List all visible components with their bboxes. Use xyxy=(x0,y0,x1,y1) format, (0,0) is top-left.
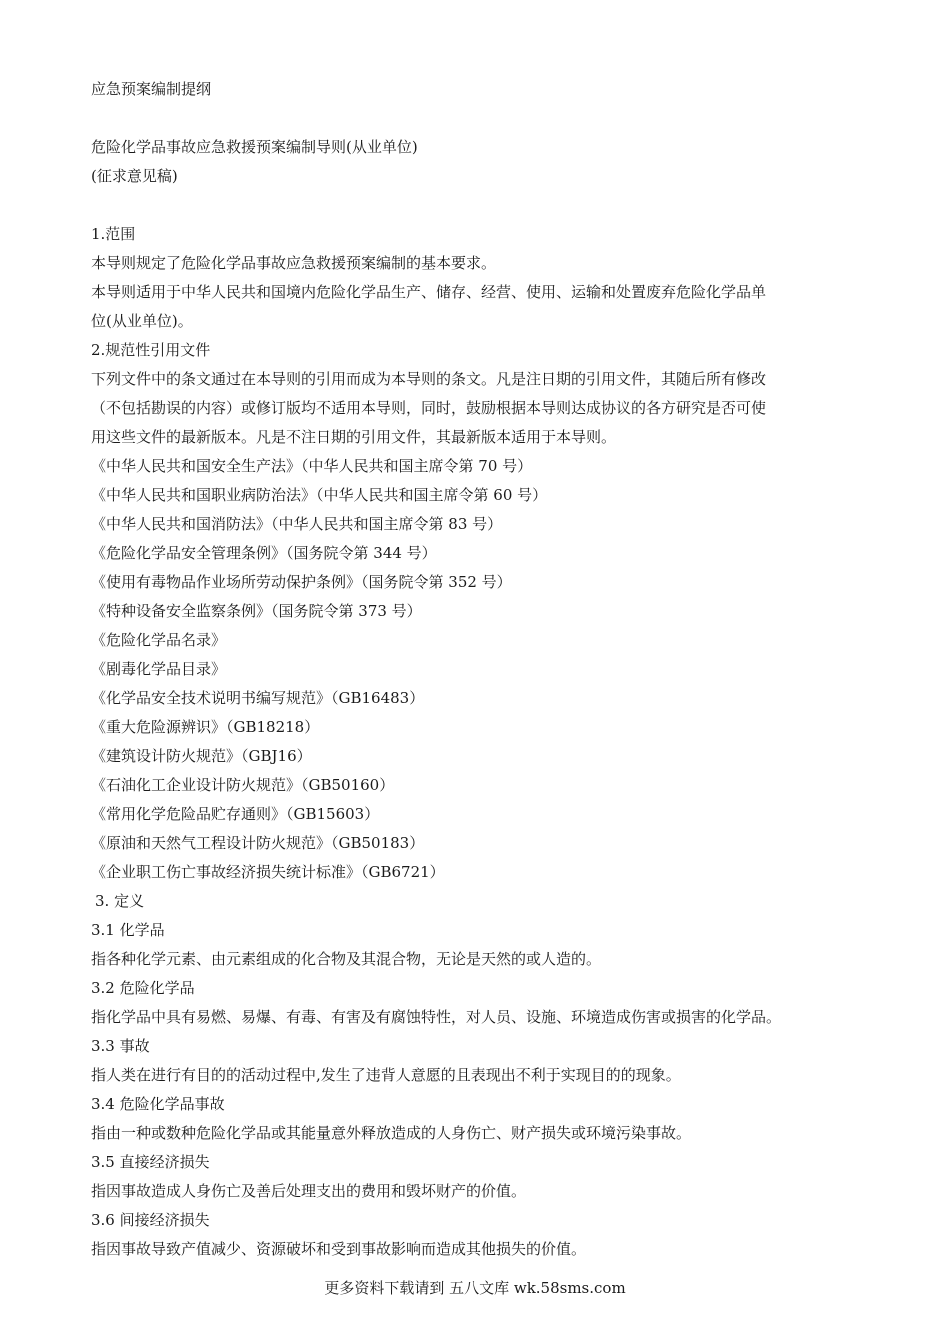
definition-term: 3.3 事故 xyxy=(91,1037,150,1055)
subtitle: (征求意见稿) xyxy=(91,167,178,185)
reference-item: 《剧毒化学品目录》 xyxy=(91,660,227,678)
reference-item: 《建筑设计防火规范》（GBJ16） xyxy=(91,747,312,765)
footer-watermark: 更多资料下载请到 五八文库 wk.58sms.com xyxy=(324,1279,626,1297)
definition-term: 3.6 间接经济损失 xyxy=(91,1211,210,1229)
reference-item: 《中华人民共和国安全生产法》（中华人民共和国主席令第 70 号） xyxy=(91,457,533,475)
definition-text: 指由一种或数种危险化学品或其能量意外释放造成的人身伤亡、财产损失或环境污染事故。 xyxy=(91,1124,692,1142)
reference-item: 《原油和天然气工程设计防火规范》（GB50183） xyxy=(91,834,425,852)
document-body xyxy=(91,75,861,1264)
section-2-paragraph: 下列文件中的条文通过在本导则的引用而成为本导则的条文。凡是注日期的引用文件，其随后所有修改 xyxy=(91,370,767,388)
definition-term: 3.1 化学品 xyxy=(91,921,165,939)
definition-term: 3.5 直接经济损失 xyxy=(91,1153,210,1171)
section-2-paragraph: （不包括勘误的内容）或修订版均不适用本导则，同时，鼓励根据本导则达成协议的各方研究是否可使 xyxy=(91,399,767,417)
definition-text: 指化学品中具有易燃、易爆、有毒、有害及有腐蚀特性，对人员、设施、环境造成伤害或损害的化学品。 xyxy=(91,1008,782,1026)
reference-item: 《化学品安全技术说明书编写规范》（GB16483） xyxy=(91,689,425,707)
reference-item: 《中华人民共和国消防法》（中华人民共和国主席令第 83 号） xyxy=(91,515,503,533)
section-1-paragraph: 位(从业单位)。 xyxy=(91,312,193,330)
definition-text: 指因事故造成人身伤亡及善后处理支出的费用和毁坏财产的价值。 xyxy=(91,1182,527,1200)
definition-term: 3.4 危险化学品事故 xyxy=(91,1095,225,1113)
section-2-paragraph: 用这些文件的最新版本。凡是不注日期的引用文件，其最新版本适用于本导则。 xyxy=(91,428,617,446)
section-1-heading: 1.范围 xyxy=(91,225,136,243)
section-1-paragraph: 本导则适用于中华人民共和国境内危险化学品生产、储存、经营、使用、运输和处置废弃危险化学品单 xyxy=(91,283,767,301)
reference-item: 《石油化工企业设计防火规范》（GB50160） xyxy=(91,776,395,794)
definition-term: 3.2 危险化学品 xyxy=(91,979,195,997)
spacer xyxy=(91,104,861,133)
reference-item: 《常用化学危险品贮存通则》（GB15603） xyxy=(91,805,380,823)
definition-text: 指各种化学元素、由元素组成的化合物及其混合物，无论是天然的或人造的。 xyxy=(91,950,602,968)
definition-text: 指因事故导致产值减少、资源破坏和受到事故影响而造成其他损失的价值。 xyxy=(91,1240,587,1258)
definition-text: 指人类在进行有目的的活动过程中,发生了违背人意愿的且表现出不利于实现目的的现象。 xyxy=(91,1066,681,1084)
spacer xyxy=(91,191,861,220)
reference-item: 《特种设备安全监察条例》（国务院令第 373 号） xyxy=(91,602,422,620)
reference-item: 《危险化学品名录》 xyxy=(91,631,227,649)
reference-item: 《使用有毒物品作业场所劳动保护条例》（国务院令第 352 号） xyxy=(91,573,512,591)
reference-item: 《重大危险源辨识》（GB18218） xyxy=(91,718,320,736)
section-3-heading: 3. 定义 xyxy=(95,892,145,910)
reference-item: 《中华人民共和国职业病防治法》（中华人民共和国主席令第 60 号） xyxy=(91,486,548,504)
reference-item: 《企业职工伤亡事故经济损失统计标准》（GB6721） xyxy=(91,863,445,881)
reference-item: 《危险化学品安全管理条例》（国务院令第 344 号） xyxy=(91,544,437,562)
section-1-paragraph: 本导则规定了危险化学品事故应急救援预案编制的基本要求。 xyxy=(91,254,497,272)
document-title: 应急预案编制提纲 xyxy=(91,80,212,98)
main-title: 危险化学品事故应急救援预案编制导则(从业单位) xyxy=(91,138,418,156)
section-2-heading: 2.规范性引用文件 xyxy=(91,341,211,359)
